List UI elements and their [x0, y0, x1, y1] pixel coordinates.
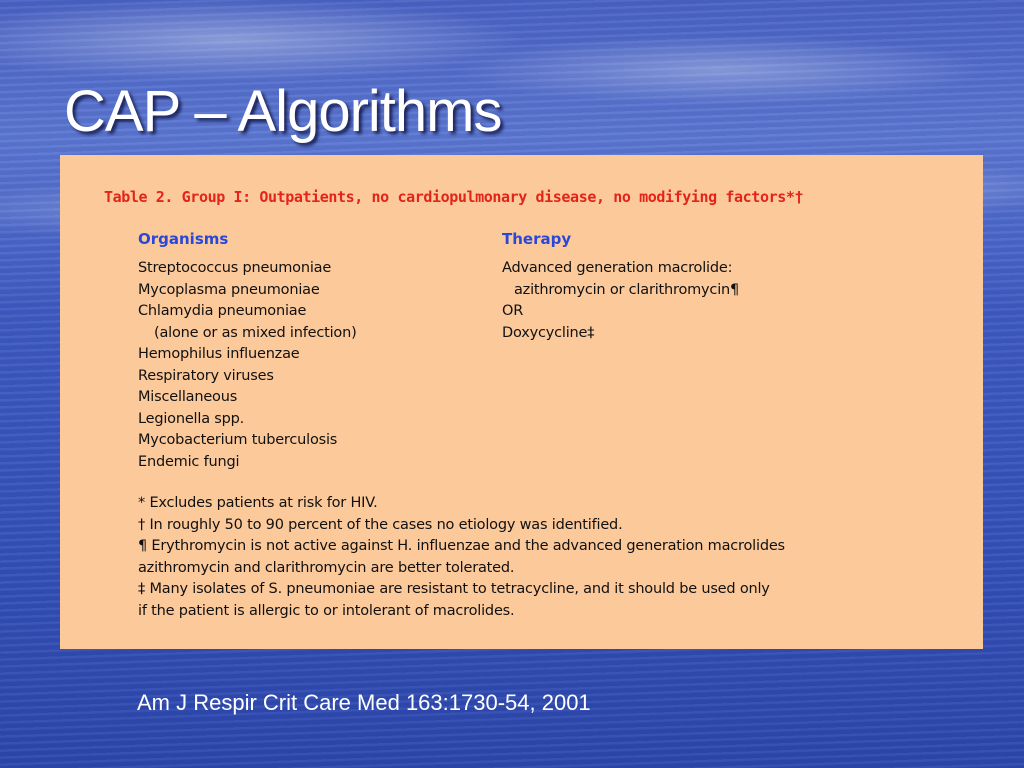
organism-item: Mycoplasma pneumoniae [138, 281, 320, 298]
table-image [60, 155, 983, 649]
citation: Am J Respir Crit Care Med 163:1730-54, 2001 [137, 690, 591, 715]
organism-item: Chlamydia pneumoniae [138, 303, 307, 319]
therapy-item: azithromycin or clarithromycin¶ [514, 281, 740, 298]
organism-item-note: (alone or as mixed infection) [154, 324, 357, 341]
footnote: * Excludes patients at risk for HIV. [138, 495, 378, 511]
therapy-column [502, 230, 739, 344]
footnote: azithromycin and clarithromycin are better tolerated. [138, 559, 515, 576]
organism-item: Mycobacterium tuberculosis [138, 432, 338, 448]
organism-item: Hemophilus influenzae [138, 346, 300, 362]
organism-item: Streptococcus pneumoniae [138, 260, 332, 276]
table-caption: Table 2. Group I: Outpatients, no cardiopulmonary disease, no modifying factors*† [104, 188, 804, 206]
therapy-item: Doxycycline‡ [502, 324, 595, 341]
organism-item: Legionella spp. [138, 410, 245, 427]
therapy-item: Advanced generation macrolide: [502, 260, 733, 276]
organisms-column [138, 230, 357, 473]
organism-item: Miscellaneous [138, 389, 238, 405]
therapy-item: OR [502, 303, 524, 319]
footnote: ¶ Erythromycin is not active against H. influenzae and the advanced generation macrolides [138, 538, 785, 554]
organisms-header: Organisms [138, 230, 229, 248]
footnote: ‡ Many isolates of S. pneumoniae are resistant to tetracycline, and it should be used only [138, 581, 770, 597]
therapy-header: Therapy [502, 230, 572, 248]
footnote: if the patient is allergic to or intolerant of macrolides. [138, 602, 515, 619]
slide-title: CAP – Algorithms [64, 79, 502, 144]
footnote: † In roughly 50 to 90 percent of the cases no etiology was identified. [138, 516, 623, 533]
organism-item: Respiratory viruses [138, 367, 274, 384]
footnotes [138, 493, 785, 622]
organism-item: Endemic fungi [138, 453, 240, 470]
